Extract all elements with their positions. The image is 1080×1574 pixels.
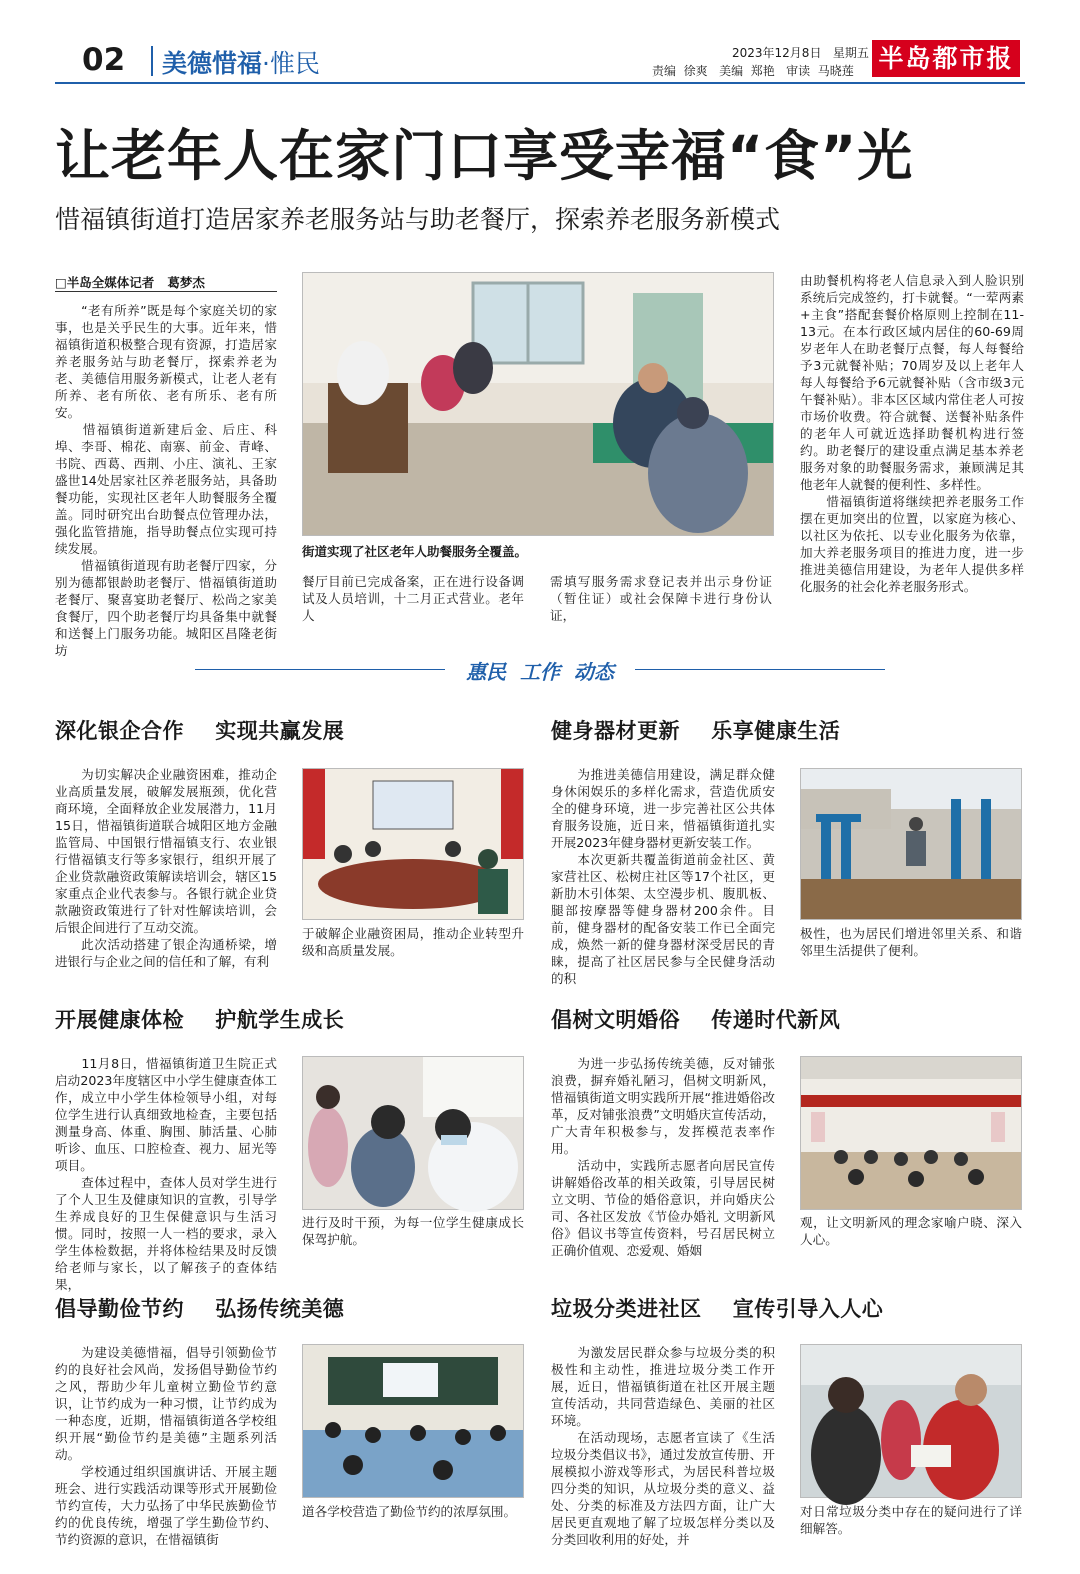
main-column-2: 餐厅目前已完成备案，正在进行设备调试及人员培训，十二月正式营业。老年人 <box>302 574 524 623</box>
masthead-text: 半岛都市报 <box>878 44 1014 73</box>
article-tail: 极性，也为居民们增进邻里关系、和谐邻里生活提供了便利。 <box>800 926 1022 958</box>
wedding-customs-photo <box>800 1056 1022 1210</box>
article-body: 为建设美德惜福，倡导引领勤俭节约的良好社会风尚，发扬倡导勤俭节约之风，帮助少年儿童树立勤俭节约意识，让节约成为一种习惯，让节约成为一种态度，近期，惜福镇街道各学校组织开展“勤俭节约是美德”主题系列活动。 学校通过组织国旗讲话、开展主题班会、进行实践活动课等形式开展勤俭节约宣传，大力弘扬了中华民族勤俭节约的优良传统，增强了学生勤俭节约、节约资源的意识，在惜福镇街 <box>55 1345 277 1547</box>
header-divider <box>151 46 153 76</box>
article-title: 健身器材更新 乐享健康生活 <box>551 719 841 743</box>
article-body: 为推进美德信用建设，满足群众健身休闲娱乐的多样化需求，营造优质安全的健身环境，进一步完善社区公共体育服务设施，近日来，惜福镇街道扎实开展2023年健身器材更新安装工作。 本次更新共覆盖街道前金社区、黄家营社区、松树庄社区等17个社区，更新肋木引体架、太空漫步机、腹肌板、腿部按摩器等健身器材200余件。目前，健身器材的配备安装工作已全面完成，焕然一新的健身器材深受居民的青睐，提高了社区居民参与全民健身活动的积 <box>551 767 775 986</box>
article-body: 为进一步弘扬传统美德，反对铺张浪费，摒弃婚礼陋习，倡树文明新风，惜福镇街道文明实践所开展“推进婚俗改革，反对铺张浪费”文明婚庆宣传活动，广大青年积极参与，发挥模范表率作用。 活动中，实践所志愿者向居民宣传讲解婚俗改革的相关政策，引导居民树立文明、节俭的婚俗意识，并向婚庆公司、各社区发放《节俭办婚礼 文明新风俗》倡议书等宣传资料，号召居民树立正确价值观、恋爱观、婚姻 <box>551 1056 775 1258</box>
article-body: 11月8日，惜福镇街道卫生院正式启动2023年度辖区中小学生健康查体工作，成立中小学生体检领导小组，对每位学生进行认真细致地检查，主要包括测量身高、体重、胸围、肺活量、心肺听诊、血压、口腔检查、视力、屈光等项目。 查体过程中，查体人员对学生进行了个人卫生及健康知识的宣教，引导学生养成良好的卫生保健意识与生活习惯。同时，按照一人一档的要求，录入学生体检数据，并将体检结果及时反馈给老师与家长，以了解孩子的查体结果， <box>55 1056 277 1292</box>
photo-caption: 街道实现了社区老年人助餐服务全覆盖。 <box>302 544 528 559</box>
issue-date: 2023年12月8日 星期五 <box>732 46 869 60</box>
garbage-sorting-photo <box>800 1344 1022 1498</box>
article-tail: 对日常垃圾分类中存在的疑问进行了详细解答。 <box>800 1504 1022 1536</box>
header-rule <box>55 82 1025 84</box>
article-tail: 观，让文明新风的理念家喻户晓、深入人心。 <box>800 1215 1022 1247</box>
article-title: 开展健康体检 护航学生成长 <box>55 1008 345 1032</box>
subheadline: 惜福镇街道打造居家养老服务站与助老餐厅，探索养老服务新模式 <box>55 205 781 234</box>
article-body: 为切实解决企业融资困难，推动企业高质量发展，破解发展瓶颈，优化营商环境，全面释放企业发展潜力，11月15日，惜福镇街道联合城阳区地方金融监管局、中国银行惜福镇支行、农业银行惜福镇支行等多家银行，组织开展了企业贷款融资政策解读培训会，辖区15家重点企业代表参与。各银行就企业贷款融资政策进行了针对性解读培训，会后银企间进行了互动交流。 此次活动搭建了银企沟通桥梁，增进银行与企业之间的信任和了解，有利 <box>55 767 277 969</box>
bank-meeting-photo <box>302 768 524 920</box>
article-title: 倡树文明婚俗 传递时代新风 <box>551 1008 841 1032</box>
divider-line-right <box>635 669 885 670</box>
byline-underline <box>55 291 277 292</box>
article-tail: 道各学校营造了勤俭节约的浓厚氛围。 <box>302 1504 517 1519</box>
byline: □半岛全媒体记者 葛梦杰 <box>55 275 205 290</box>
page-number: 02 <box>82 42 126 78</box>
article-title: 垃圾分类进社区 宣传引导入人心 <box>551 1297 884 1321</box>
article-body: 为激发居民群众参与垃圾分类的积极性和主动性，推进垃圾分类工作开展，近日，惜福镇街道在社区开展主题宣传活动，共同营造绿色、美丽的社区环境。 在活动现场，志愿者宣读了《生活垃圾分类倡议书》，通过发放宣传册、开展模拟小游戏等形式，为居民科普垃圾四分类的知识，从垃圾分类的意义、益处、分类的标准及方法四方面，让广大居民更直观地了解了垃圾怎样分类以及分类回收利用的好处，并 <box>551 1345 775 1547</box>
section-title <box>162 44 320 80</box>
article-title: 深化银企合作 实现共赢发展 <box>55 719 345 743</box>
article-title: 倡导勤俭节约 弘扬传统美德 <box>55 1297 345 1321</box>
elderly-dining-photo <box>302 272 774 536</box>
article-tail: 进行及时干预，为每一位学生健康成长保驾护航。 <box>302 1215 524 1247</box>
divider-line-left <box>195 669 445 670</box>
divider-title: 惠民 工作 动态 <box>466 660 614 684</box>
masthead-logo <box>872 40 1020 77</box>
main-column-4: 由助餐机构将老人信息录入到人脸识别系统后完成签约，打卡就餐。“一荤两素+主食”搭配套餐价格原则上控制在11-13元。在本行政区域内居住的60-69周岁老年人在助老餐厅点餐，每人每餐给予3元就餐补贴；70周岁及以上老年人每人每餐给予6元就餐补贴（含市级3元午餐补贴）。非本区区域内常住老人可按市场价收费。符合就餐、送餐补贴条件的老年人可就近选择助餐机构进行签约。助老餐厅的建设重点满足基本养老服务对象的助餐服务需求，兼顾满足其他老年人就餐的便利性、多样性。 惜福镇街道将继续把养老服务工作摆在更加突出的位置，以家庭为核心、以社区为依托、以专业化服务为依靠，加大养老服务项目的推进力度，进一步推进美德信用建设，为老年人提供多样化服务的社会化养老服务形式。 <box>800 273 1024 594</box>
section-subname: ·惟民 <box>262 49 320 78</box>
fitness-equipment-photo <box>800 768 1022 920</box>
editor-credits: 责编 徐爽 美编 郑艳 审读 马晓莲 <box>652 64 854 78</box>
section-name: 美德惜福 <box>162 49 263 78</box>
main-column-1: “老有所养”既是每个家庭关切的家事，也是关乎民生的大事。近年来，惜福镇街道积极整合现有资源，打造居家养老服务站与助老餐厅，探索养老为老、美德信用服务新模式，让老人老有所养、老有所依、老有所乐、老有所安。 惜福镇街道新建后金、后庄、科埠、李哥、棉花、南寨、前金、青峰、书院、西葛、西荆、小庄、演礼、王家盛世14处居家社区养老服务站，具备助餐功能，实现社区老年人助餐服务全覆盖。同时研究出台助餐点位管理办法，强化监管措施，指导助餐点位实现可持续发展。 惜福镇街道现有助老餐厅四家，分别为德都银龄助老餐厅、惜福镇街道助老餐厅、聚喜宴助老餐厅、松尚之家美食餐厅，四个助老餐厅均具备集中就餐和送餐上门服务功能。城阳区昌隆老街坊 <box>55 303 277 658</box>
article-tail: 于破解企业融资困局，推动企业转型升级和高质量发展。 <box>302 926 524 958</box>
headline: 让老年人在家门口享受幸福“食”光 <box>55 124 914 188</box>
thrift-class-photo <box>302 1344 524 1498</box>
health-checkup-photo <box>302 1056 524 1210</box>
main-column-3: 需填写服务需求登记表并出示身份证（暂住证）或社会保障卡进行身份认证， <box>550 574 772 623</box>
